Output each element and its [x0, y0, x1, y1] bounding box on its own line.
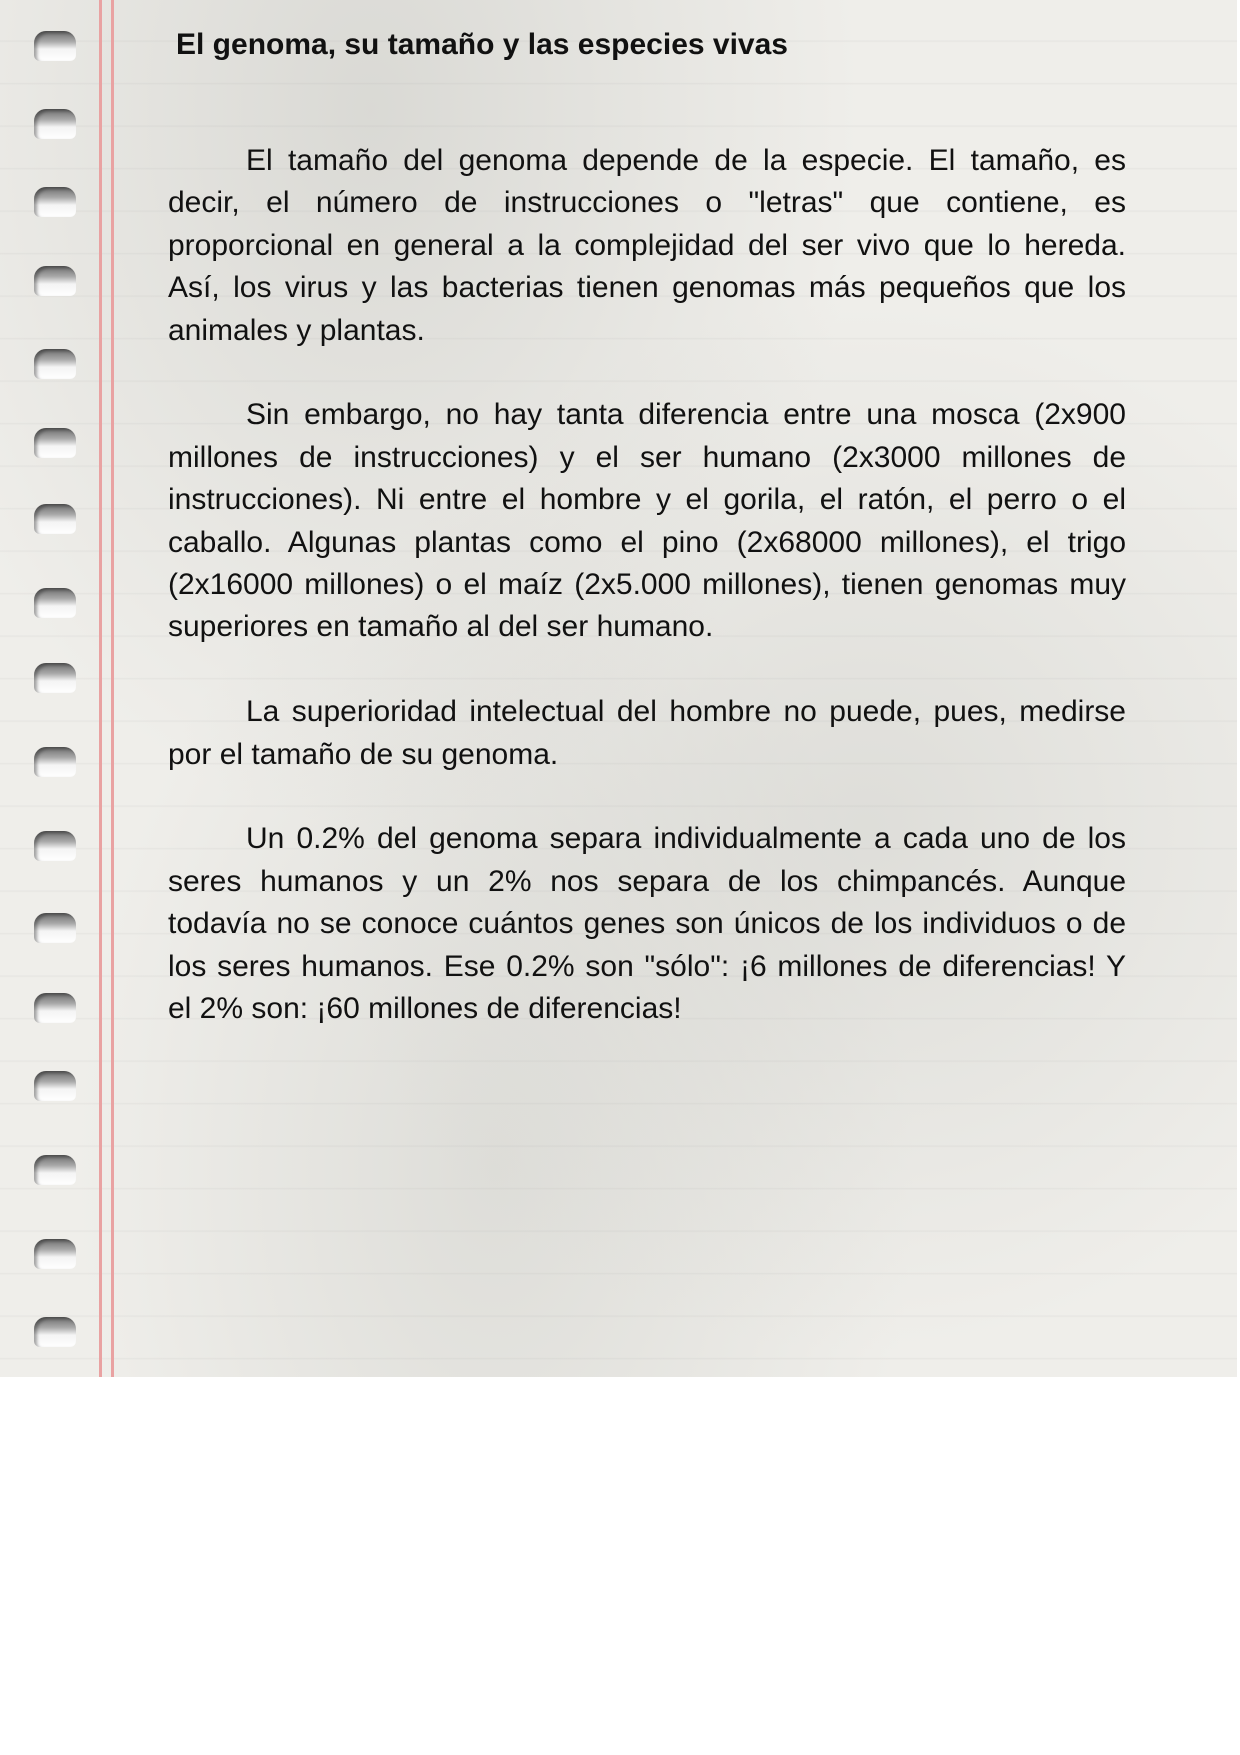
binder-hole-icon — [34, 913, 76, 943]
binder-hole-icon — [34, 663, 76, 693]
binder-hole-icon — [34, 349, 76, 379]
paragraph: Un 0.2% del genoma separa individualmente a cada uno de los seres humanos y un 2% nos separa de los chimpancés. Aunque todavía no se conoce cuántos genes son únicos de los individuos o de los seres humanos. Ese 0.2% son "sólo": ¡6 millones de diferencias! Y el 2% son: ¡60 millones de diferencias! — [168, 822, 1126, 1026]
binder-hole-icon — [34, 428, 76, 458]
binder-hole-icon — [34, 1317, 76, 1347]
binder-hole-icon — [34, 31, 76, 61]
binder-hole-icon — [34, 187, 76, 217]
paragraph: La superioridad intelectual del hombre no puede, pues, medirse por el tamaño de su genoma. — [168, 695, 1126, 771]
binder-hole-icon — [34, 747, 76, 777]
binder-hole-icon — [34, 109, 76, 139]
binder-hole-icon — [34, 1239, 76, 1269]
paragraph: Sin embargo, no hay tanta diferencia entre una mosca (2x900 millones de instrucciones) y el ser humano (2x3000 millones de instrucciones). Ni entre el hombre y el gorila, el ratón, el perro o el caballo. Algunas plantas como el pino (2x68000 millones), el trigo (2x16000 millones) o el maíz (2x5.000 millones), tienen genomas muy superiores en tamaño al del ser humano. — [168, 398, 1126, 644]
binder-hole-icon — [34, 504, 76, 534]
binder-hole-icon — [34, 1071, 76, 1101]
margin-line — [99, 0, 102, 1377]
page-title: El genoma, su tamaño y las especies vivas — [176, 28, 788, 61]
body-text — [168, 140, 1126, 1073]
binder-hole-icon — [34, 1155, 76, 1185]
margin-line — [111, 0, 114, 1377]
binder-hole-icon — [34, 588, 76, 618]
paragraph: El tamaño del genoma depende de la especie. El tamaño, es decir, el número de instrucciones o "letras" que contiene, es proporcional en general a la complejidad del ser vivo que lo hereda. Así, los virus y las bacterias tienen genomas más pequeños que los animales y plantas. — [168, 144, 1126, 347]
binder-hole-icon — [34, 266, 76, 296]
binder-hole-icon — [34, 993, 76, 1023]
binder-hole-icon — [34, 831, 76, 861]
